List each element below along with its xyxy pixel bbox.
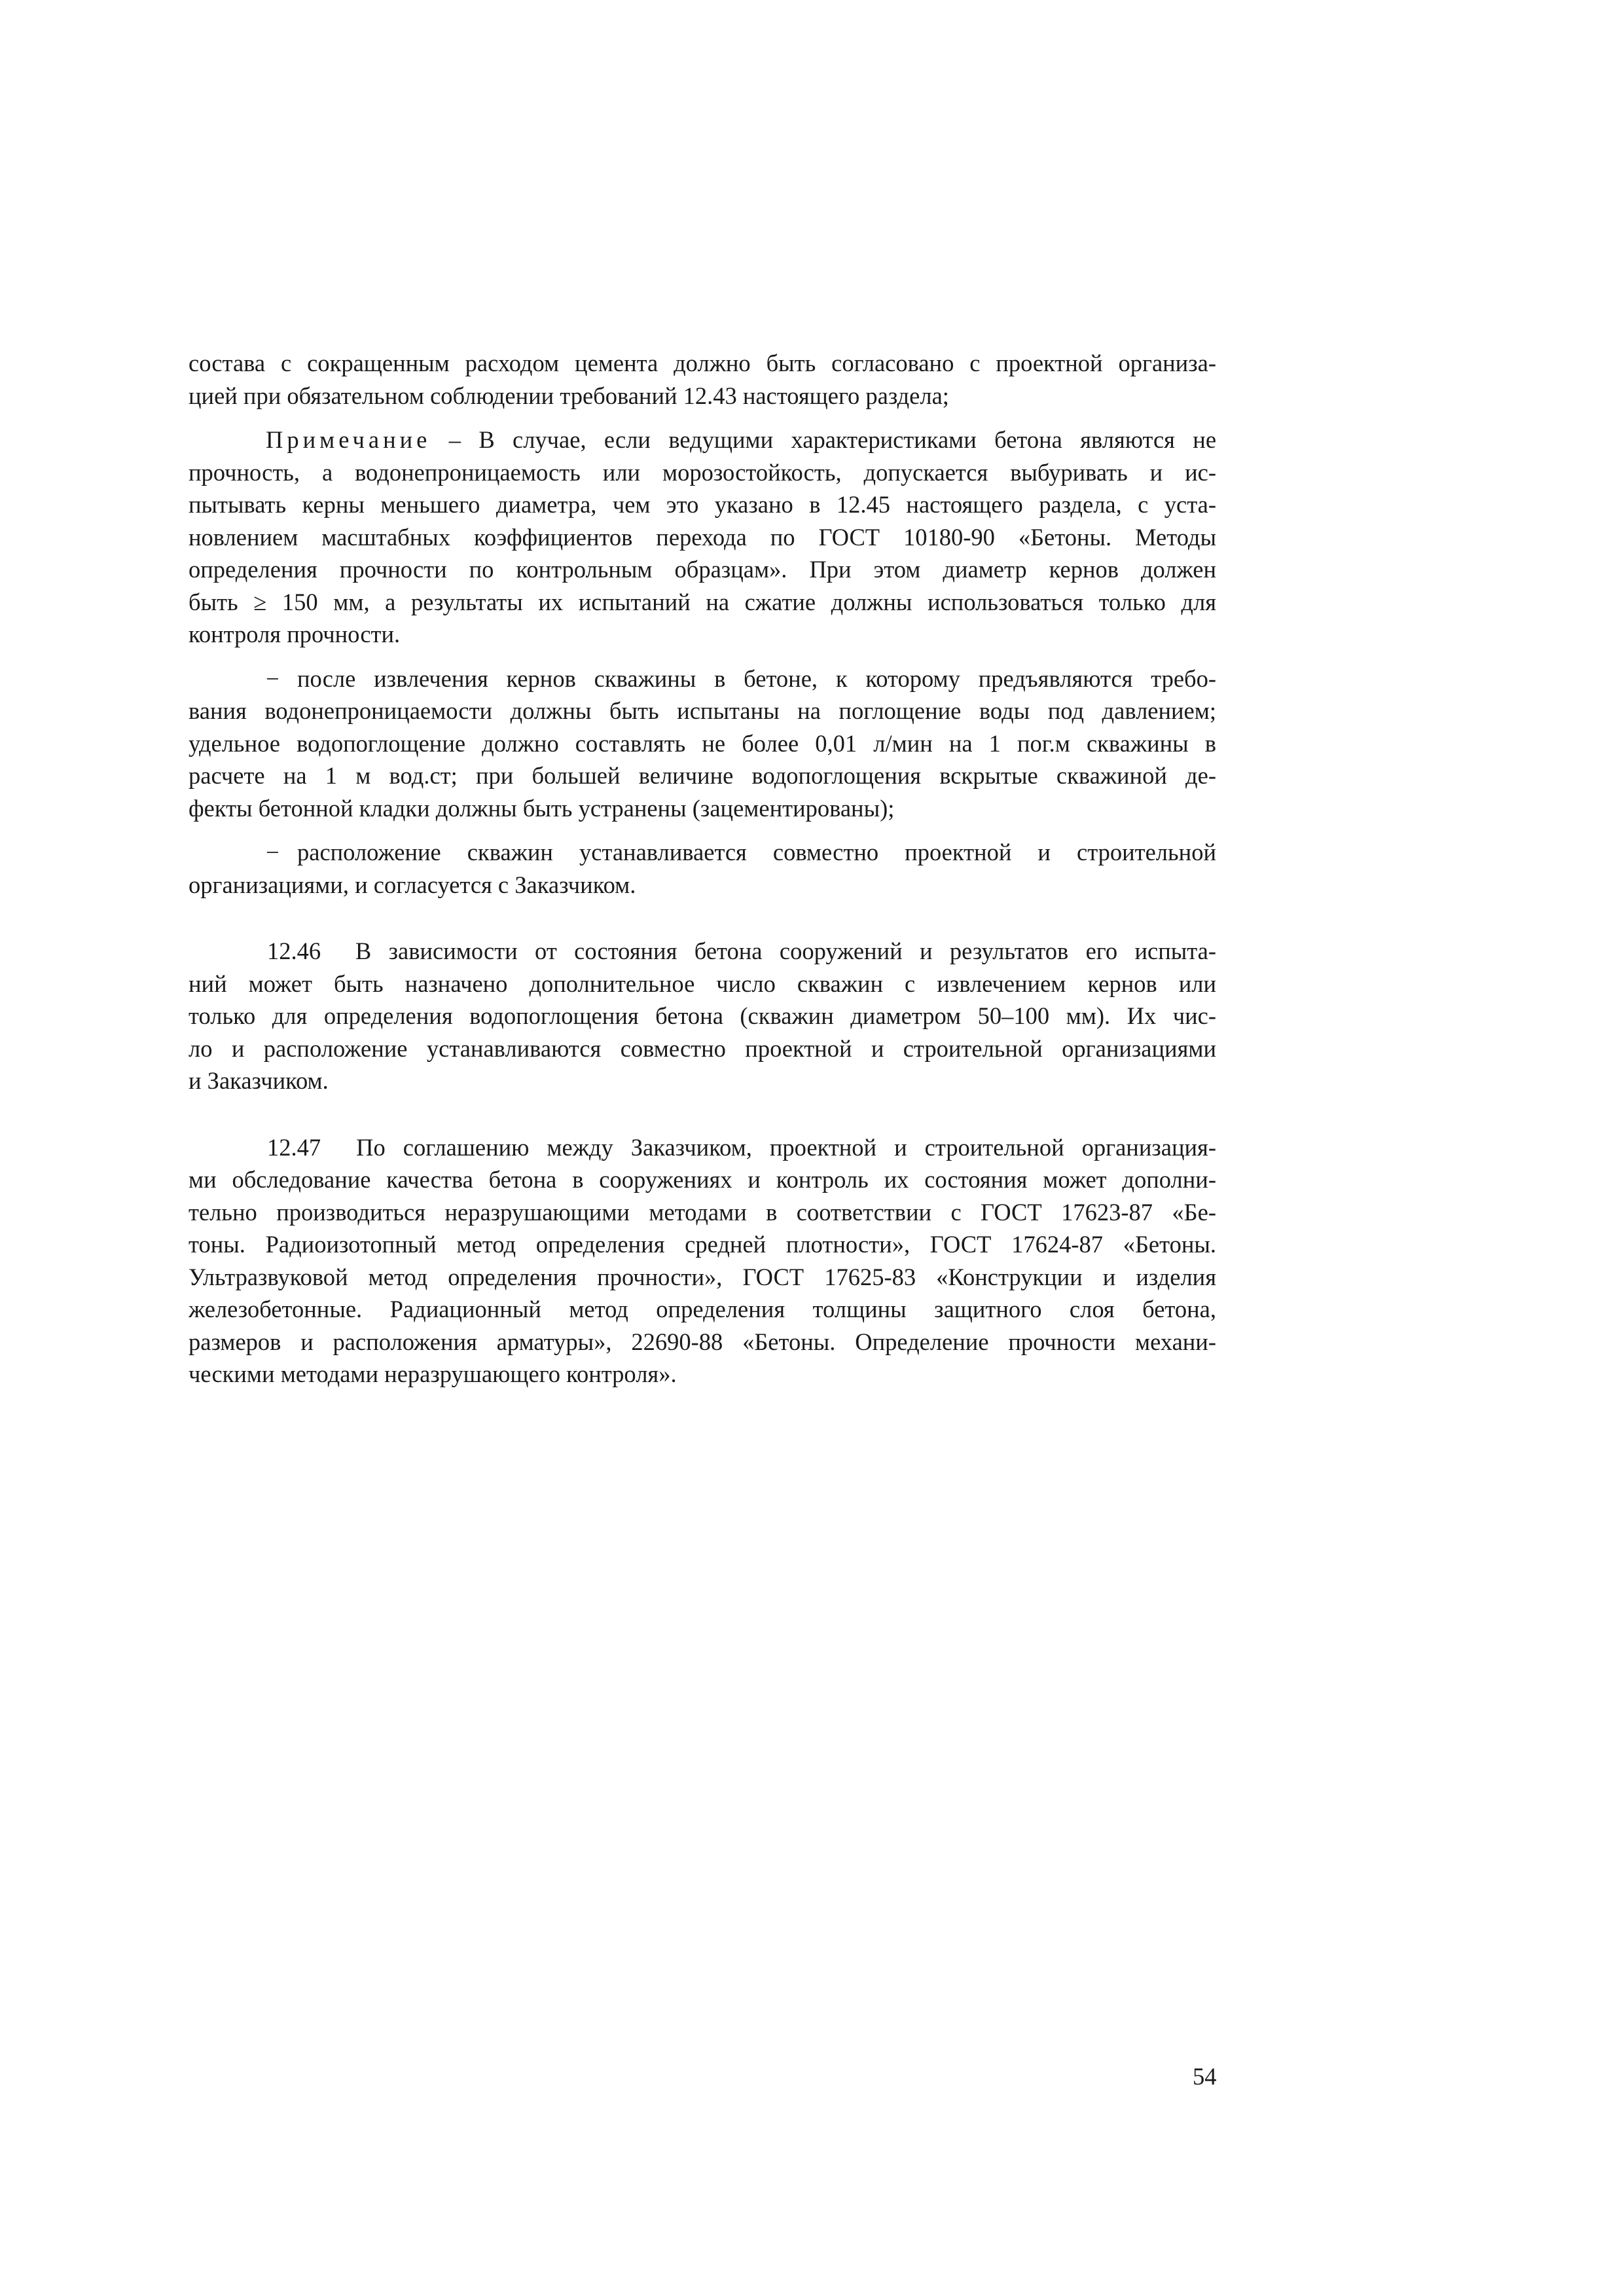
section-12-47 bbox=[189, 1131, 1216, 1391]
text-line: состава с сокращенным расходом цемента должно быть согласовано с проектной организа- bbox=[189, 350, 1216, 376]
text-line: контроля прочности. bbox=[189, 621, 401, 647]
note-block bbox=[189, 424, 1216, 651]
text-line: цией при обязательном соблюдении требований 12.43 настоящего раздела; bbox=[189, 382, 949, 409]
text-line: организациями, и согласуется с Заказчиком. bbox=[189, 871, 636, 898]
section-first-line bbox=[189, 1131, 1216, 1164]
text-line: размеров и расположения арматуры», 22690-88 «Бетоны. Определение прочности механи- bbox=[189, 1328, 1216, 1355]
text-line: тельно производиться неразрушающими методами в соответствии с ГОСТ 17623-87 «Бе- bbox=[189, 1198, 1216, 1226]
dash-bullet: − bbox=[266, 839, 280, 866]
text-line: определения прочности по контрольным образцам». При этом диаметр кернов должен bbox=[189, 556, 1216, 583]
text-line: тоны. Радиоизотопный метод определения средней плотности», ГОСТ 17624-87 «Бетоны. bbox=[189, 1231, 1216, 1258]
section-number: 12.47 bbox=[267, 1133, 321, 1161]
text-line: только для определения водопоглощения бетона (скважин диаметром 50–100 мм). Их чис- bbox=[189, 1002, 1216, 1029]
note-separator: – bbox=[448, 426, 461, 453]
text-line: фекты бетонной кладки должны быть устранены (зацементированы); bbox=[189, 794, 895, 822]
text-line: пытывать керны меньшего диаметра, чем это указано в 12.45 настоящего раздела, с уста- bbox=[189, 491, 1216, 518]
section-first-line bbox=[189, 935, 1216, 968]
document-body bbox=[189, 347, 1216, 1391]
text-line: ми обследование качества бетона в сооружениях и контроль их состояния может дополни- bbox=[189, 1166, 1216, 1193]
text-line: удельное водопоглощение должно составлять не более 0,01 л/мин на 1 пог.м скважины в bbox=[189, 729, 1216, 757]
list-item bbox=[189, 663, 1216, 825]
text-line: новлением масштабных коэффициентов перехода по ГОСТ 10180-90 «Бетоны. Методы bbox=[189, 523, 1216, 551]
text-line: ло и расположение устанавливаются совместно проектной и строительной организациями bbox=[189, 1034, 1216, 1062]
paragraph-continuation bbox=[189, 347, 1216, 412]
list-item-first-line bbox=[189, 663, 1216, 695]
section-text: По соглашению между Заказчиком, проектной и строительной организация- bbox=[356, 1133, 1216, 1161]
text-line: вания водонепроницаемости должны быть испытаны на поглощение воды под давлением; bbox=[189, 697, 1216, 724]
list-item bbox=[189, 836, 1216, 901]
section-number: 12.46 bbox=[267, 938, 321, 964]
text-line: и Заказчиком. bbox=[189, 1067, 329, 1094]
note-text: В случае, если ведущими характеристиками бетона являются не bbox=[478, 426, 1216, 453]
dash-bullet: − bbox=[266, 665, 280, 692]
section-12-46 bbox=[189, 935, 1216, 1097]
text-line: прочность, а водонепроницаемость или морозостойкость, допускается выбуривать и ис- bbox=[189, 458, 1216, 486]
text-line: Ультразвуковой метод определения прочности», ГОСТ 17625-83 «Конструкции и изделия bbox=[189, 1263, 1216, 1290]
list-item-text: после извлечения кернов скважины в бетоне, к которому предъявляются требо- bbox=[297, 665, 1216, 692]
text-line: ческими методами неразрушающего контроля». bbox=[189, 1360, 677, 1387]
list-item-text: расположение скважин устанавливается совместно проектной и строительной bbox=[297, 839, 1216, 866]
note-label: Примечание bbox=[266, 426, 431, 453]
section-text: В зависимости от состояния бетона сооружений и результатов его испыта- bbox=[355, 938, 1216, 964]
text-line: ний может быть назначено дополнительное число скважин с извлечением кернов или bbox=[189, 970, 1216, 997]
text-line: расчете на 1 м вод.ст; при большей величине водопоглощения вскрытые скважиной де- bbox=[189, 762, 1216, 789]
text-line: железобетонные. Радиационный метод определения толщины защитного слоя бетона, bbox=[189, 1296, 1216, 1322]
list-item-first-line bbox=[189, 836, 1216, 869]
text-line: быть ≥ 150 мм, а результаты их испытаний на сжатие должны использоваться только для bbox=[189, 588, 1216, 615]
page-number: 54 bbox=[1193, 2063, 1217, 2090]
note-first-line bbox=[189, 424, 1216, 456]
